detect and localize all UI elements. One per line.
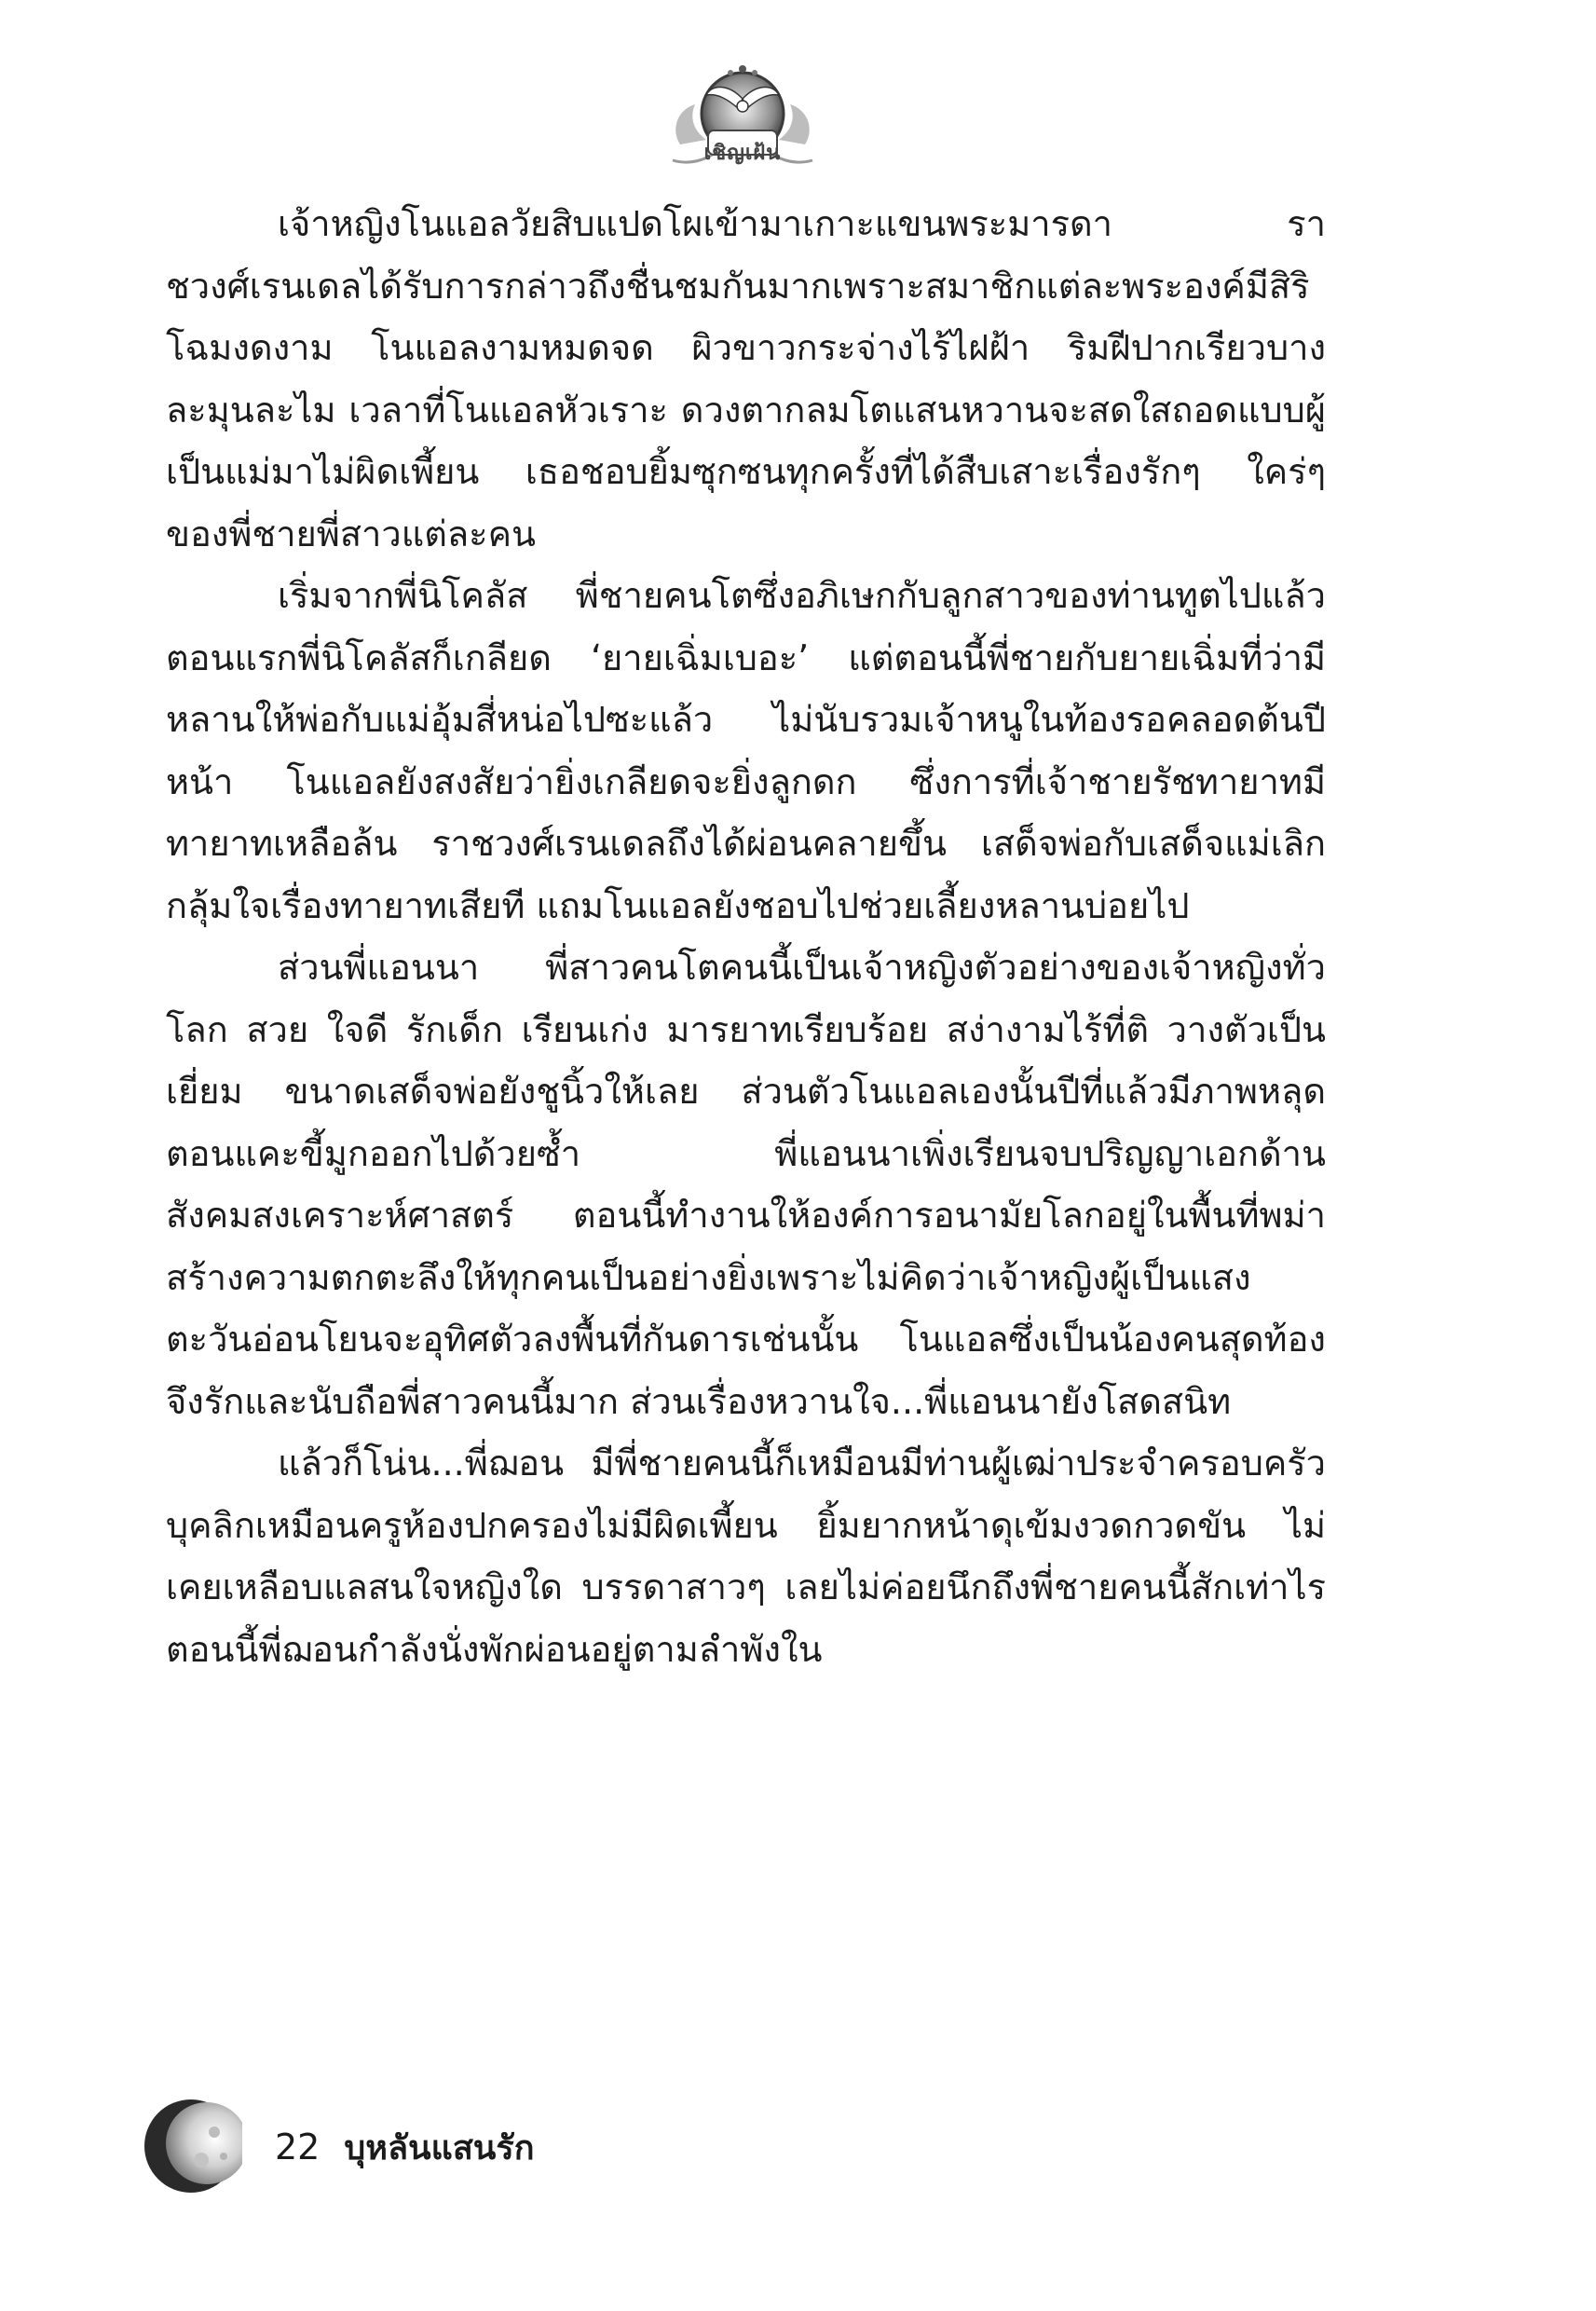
paragraph: เริ่มจากพี่นิโคลัส พี่ชายคนโตซึ่งอภิเษกกับลูกสาวของท่านทูตไปแล้ว ตอนแรกพี่นิโคลัสก็เกลียด ‘ยายเฉิ่มเบอะ’ แต่ตอนนี้พี่ชายกับยายเฉิ่มที่ว่ามีหลานให้พ่อกับแม่อุ้มสี่หน่อไปซะแล้ว ไม่นับรวมเจ้าหนูในท้องรอคลอดต้นปีหน้า โนแอลยังสงสัยว่ายิ่งเกลียดจะยิ่งลูกดก ซึ่งการที่เจ้าชายรัชทายาทมีทายาทเหลือล้น ราชวงศ์เรนเดลถึงได้ผ่อนคลายขึ้น เสด็จพ่อกับเสด็จแม่เลิกกลุ้มใจเรื่องทายาทเสียที แถมโนแอลยังชอบไปช่วยเลี้ยงหลานบ่อยไป xyxy=(166,575,1326,926)
logo-lettering: เชิญเฝ้น xyxy=(703,141,782,165)
page-footer xyxy=(275,2119,535,2175)
book-title: บุหลันแสนรัก xyxy=(344,2128,535,2167)
ornamental-crest-icon xyxy=(663,56,822,177)
paragraph: เจ้าหญิงโนแอลวัยสิบแปดโผเข้ามาเกาะแขนพระมารดา ราชวงศ์เรนเดลได้รับการกล่าวถึงชื่นชมกันมากเพราะสมาชิกแต่ละพระองค์มีสิริโฉมงดงาม โนแอลงามหมดจด ผิวขาวกระจ่างไร้ไฝฝ้า ริมฝีปากเรียวบางละมุนละไม เวลาที่โนแอลหัวเราะ ดวงตากลมโตแสนหวานจะสดใสถอดแบบผู้เป็นแม่มาไม่ผิดเพี้ยน เธอชอบยิ้มซุกซนทุกครั้งที่ได้สืบเสาะเรื่องรักๆ ใคร่ๆ ของพี่ชายพี่สาวแต่ละคน xyxy=(166,203,1326,554)
paragraph: แล้วก็โน่น...พี่ฌอน มีพี่ชายคนนี้ก็เหมือนมีท่านผู้เฒ่าประจำครอบครัว บุคลิกเหมือนครูห้องปกครองไม่มีผิดเพี้ยน ยิ้มยากหน้าดุเข้มงวดกวดขัน ไม่เคยเหลือบแลสนใจหญิงใด บรรดาสาวๆ เลยไม่ค่อยนึกถึงพี่ชายคนนี้สักเท่าไร ตอนนี้พี่ฌอนกำลังนั่งพักผ่อนอยู่ตามลำพังใน xyxy=(166,1443,1326,1670)
page-number: 22 xyxy=(275,2126,321,2167)
paragraph: ส่วนพี่แอนนา พี่สาวคนโตคนนี้เป็นเจ้าหญิงตัวอย่างของเจ้าหญิงทั่วโลก สวย ใจดี รักเด็ก เรียนเก่ง มารยาทเรียบร้อย สง่างามไร้ที่ติ วางตัวเป็นเยี่ยม ขนาดเสด็จพ่อยังชูนิ้วให้เลย ส่วนตัวโนแอลเองนั้นปีที่แล้วมีภาพหลุดตอนแคะขี้มูกออกไปด้วยซ้ำ พี่แอนนาเพิ่งเรียนจบปริญญาเอกด้านสังคมสงเคราะห์ศาสตร์ ตอนนี้ทำงานให้องค์การอนามัยโลกอยู่ในพื้นที่พม่า สร้างความตกตะลึงให้ทุกคนเป็นอย่างยิ่งเพราะไม่คิดว่าเจ้าหญิงผู้เป็นแสงตะวันอ่อนโยนจะอุทิศตัวลงพื้นที่กันดารเช่นนั้น โนแอลซึ่งเป็นน้องคนสุดท้องจึงรักและนับถือพี่สาวคนนี้มาก ส่วนเรื่องหวานใจ...พี่แอนนายังโสดสนิท xyxy=(166,947,1326,1422)
crescent-moon-icon xyxy=(140,2095,242,2197)
body-text xyxy=(166,193,1326,1680)
